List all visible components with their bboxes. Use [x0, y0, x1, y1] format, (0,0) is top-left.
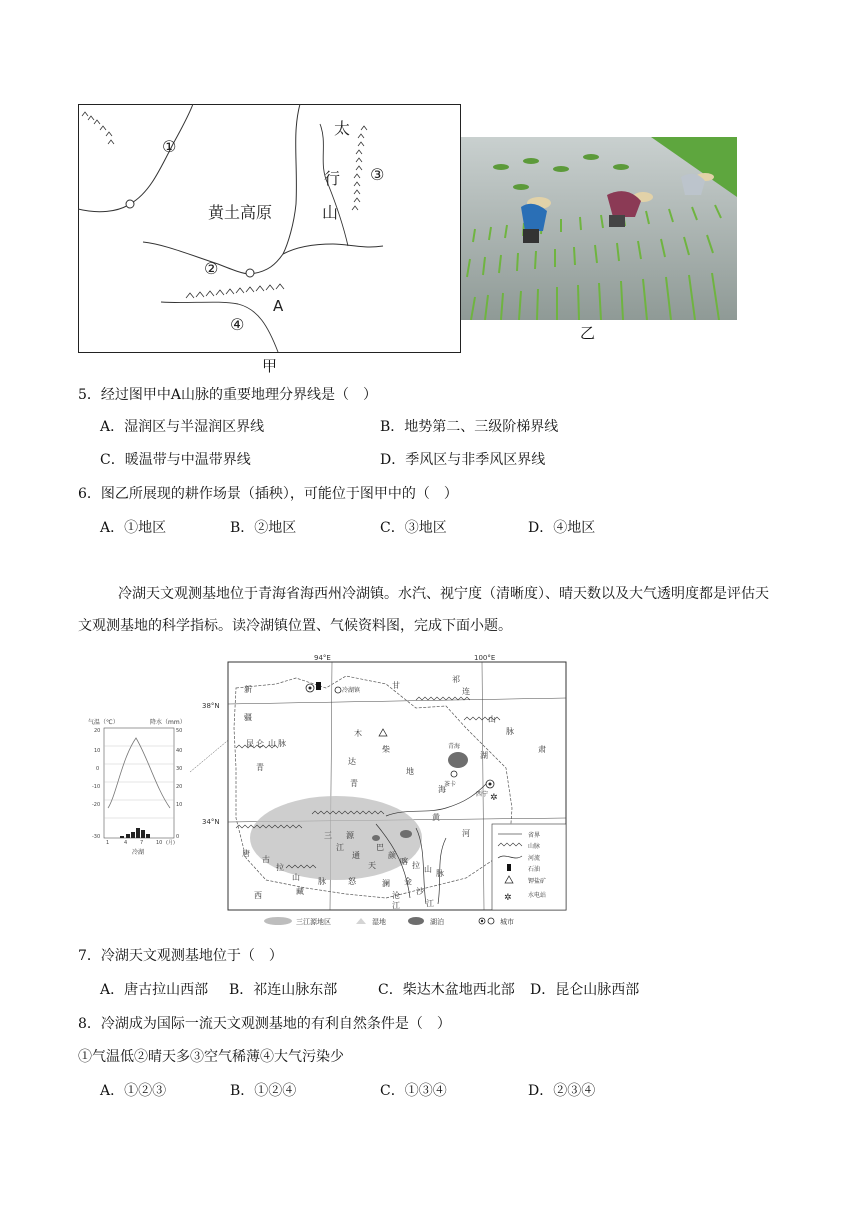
label-kun: 昆	[246, 739, 254, 748]
question-8-stem: 8．冷湖成为国际一流天文观测基地的有利自然条件是（ ）	[78, 1016, 451, 1032]
label-c3: ③	[370, 165, 385, 184]
question-6-stem: 6．图乙所展现的耕作场景（插秧），可能位于图甲中的（ ）	[78, 486, 458, 502]
climate-caption: 冷湖	[132, 849, 145, 856]
label-lian: 连	[462, 687, 470, 696]
label-hai: 海	[438, 785, 446, 794]
label-jiang: 疆	[244, 713, 252, 722]
label-la-bayan: 拉	[412, 861, 420, 870]
label-qinghai-lake: 青海	[448, 743, 461, 750]
lon-100: 100°E	[474, 654, 496, 662]
label-sha: 沙	[416, 887, 424, 896]
climate-right-tick-4: 10	[176, 802, 183, 808]
question-5-option-c[interactable]: C．暖温带与中温带界线	[100, 452, 251, 468]
label-shan-kunlun: 山	[268, 739, 276, 748]
climate-left-tick-5: -30	[92, 834, 101, 840]
question-8-option-d[interactable]: D．②③④	[528, 1083, 596, 1099]
question-8-option-c[interactable]: C．①③④	[380, 1083, 447, 1099]
label-jiang-lancang: 江	[392, 901, 400, 910]
lat-38: 38°N	[202, 702, 220, 710]
temperature-curve	[108, 738, 170, 808]
question-7-option-c[interactable]: C．柴达木盆地西北部	[378, 982, 515, 998]
label-chai: 柴	[382, 745, 390, 754]
label-shan-qilian: 山	[488, 715, 496, 724]
label-mai-tanggula: 脉	[318, 877, 326, 886]
label-yan: 颜	[388, 851, 396, 860]
label-mai-qilian: 脉	[506, 727, 514, 736]
label-qi: 祁	[452, 675, 460, 684]
label-yuan: 源	[346, 831, 354, 840]
label-tian: 天	[368, 861, 376, 870]
label-lenghu: 冷湖镇	[342, 687, 361, 694]
label-taihang-3: 山	[322, 203, 339, 222]
label-tong: 通	[352, 851, 360, 860]
climate-x-tick-1: 1	[106, 840, 110, 846]
figure-yi-photo	[461, 137, 737, 320]
climate-x-unit: (月)	[166, 840, 175, 846]
map-legend	[492, 824, 566, 910]
label-da: 达	[348, 757, 356, 766]
label-A: A	[273, 297, 284, 315]
figure-jia-map	[78, 104, 462, 354]
label-qing: 青	[256, 763, 264, 772]
label-la: 拉	[276, 863, 284, 872]
label-zang: 藏	[296, 887, 304, 896]
question-5-stem: 5．经过图甲中A山脉的重要地理分界线是（ ）	[78, 387, 378, 403]
legend-border: 省界	[528, 832, 541, 839]
svg-text:✲: ✲	[504, 893, 512, 903]
question-6-option-c[interactable]: C．③地区	[380, 520, 447, 536]
label-gan: 甘	[392, 681, 400, 690]
climate-left-tick-1: 10	[94, 748, 101, 754]
question-7-option-a[interactable]: A．唐古拉山西部	[100, 982, 209, 998]
legend-river: 河流	[528, 855, 541, 862]
climate-title-left: 气温（℃）	[88, 719, 119, 726]
legend-oil: 石油	[528, 866, 541, 873]
label-taihang-2: 行	[324, 169, 341, 188]
climate-title-right: 降水（mm）	[150, 719, 186, 726]
label-qing-2: 青	[350, 779, 358, 788]
question-7-option-b[interactable]: B．祁连山脉东部	[229, 982, 338, 998]
climate-right-tick-5: 0	[176, 834, 180, 840]
label-plateau: 黄土高原	[208, 203, 273, 222]
climate-left-tick-0: 20	[94, 728, 101, 734]
legend-hydro: 水电站	[528, 892, 547, 899]
precipitation-bars	[120, 828, 150, 838]
figure-jia-caption: 甲	[262, 357, 278, 375]
label-lun: 仑	[256, 739, 264, 748]
qinghai-lake	[448, 752, 468, 768]
lon-94: 94°E	[314, 654, 331, 662]
label-c2: ②	[204, 259, 219, 278]
bottom-legend-lake: 湖泊	[430, 918, 444, 926]
climate-left-tick-3: -10	[92, 784, 101, 790]
label-ka: 喀	[400, 857, 408, 866]
label-shan-bayan: 山	[424, 865, 432, 874]
label-hu: 湖	[480, 751, 488, 760]
question-8-option-b[interactable]: B．①②④	[230, 1083, 297, 1099]
label-c4: ④	[230, 315, 245, 334]
question-7-stem: 7．冷湖天文观测基地位于（ ）	[78, 948, 283, 964]
climate-x-tick-10: 10	[156, 840, 163, 846]
question-5-option-a[interactable]: A．湿润区与半湿润区界线	[100, 419, 265, 435]
label-xining: 西宁	[476, 791, 489, 798]
figure-yi-caption: 乙	[580, 324, 596, 342]
question-6-option-b[interactable]: B．②地区	[230, 520, 297, 536]
label-gu: 古	[262, 855, 270, 864]
question-6-option-d[interactable]: D．④地区	[528, 520, 596, 536]
label-shan-tanggula: 山	[292, 873, 300, 882]
lenghu-town	[335, 687, 341, 693]
question-7-option-d[interactable]: D．昆仑山脉西部	[530, 982, 640, 998]
climate-x-tick-7: 7	[140, 840, 144, 846]
label-lan: 澜	[382, 879, 390, 888]
legend-potash: 钾盐矿	[528, 878, 547, 885]
lat-34: 34°N	[202, 818, 220, 826]
label-mai-bayan: 脉	[436, 869, 444, 878]
label-cang: 沧	[392, 891, 400, 900]
lenghu-map-figure	[86, 648, 572, 928]
question-8-option-a[interactable]: A．①②③	[100, 1083, 167, 1099]
climate-right-tick-3: 20	[176, 784, 183, 790]
label-xi: 西	[254, 891, 262, 900]
chaka-town	[451, 771, 457, 777]
question-5-option-b[interactable]: B．地势第二、三级阶梯界线	[380, 419, 559, 435]
passage-text: 冷湖天文观测基地位于青海省海西州冷湖镇。水汽、视宁度（清晰度）、晴天数以及大气透明度都是评估天文观测基地的科学指标。读冷湖镇位置、气候资料图，完成下面小题。	[78, 586, 769, 634]
question-8-sub: ①气温低②晴天多③空气稀薄④大气污染少	[78, 1049, 344, 1065]
climate-chart	[88, 718, 238, 856]
label-xin: 新	[244, 685, 252, 694]
label-jiang-jinsha: 江	[426, 899, 434, 908]
oil-symbol	[316, 682, 321, 690]
hydropower-symbol: ✲	[490, 793, 498, 803]
label-mu: 木	[354, 729, 362, 738]
climate-right-tick-0: 50	[176, 728, 183, 734]
main-map	[202, 654, 566, 910]
bottom-legend-sanjiangyuan: 三江源地区	[296, 918, 331, 926]
label-jiang-sanjiang: 江	[336, 843, 344, 852]
legend-mountain: 山脉	[528, 843, 541, 850]
question-6-option-a[interactable]: A．①地区	[100, 520, 167, 536]
climate-x-tick-4: 4	[124, 840, 128, 846]
label-su: 肃	[538, 745, 546, 754]
climate-right-tick-1: 40	[176, 748, 183, 754]
label-nu: 怒	[348, 877, 356, 886]
label-ba: 巴	[376, 843, 384, 852]
label-san: 三	[324, 831, 332, 840]
label-he: 河	[462, 829, 470, 838]
label-taihang-1: 太	[334, 119, 351, 138]
climate-right-tick-2: 30	[176, 766, 183, 772]
bottom-legend	[264, 917, 514, 926]
climate-left-tick-2: 0	[96, 766, 100, 772]
climate-left-tick-4: -20	[92, 802, 101, 808]
label-c1: ①	[162, 137, 177, 156]
question-5-option-d[interactable]: D．季风区与非季风区界线	[380, 452, 546, 468]
label-jin: 金	[404, 877, 412, 886]
bottom-legend-wetland: 湿地	[372, 918, 386, 926]
label-tang: 唐	[242, 849, 250, 858]
bottom-legend-city: 城市	[500, 918, 514, 926]
label-mai-kunlun: 脉	[278, 739, 286, 748]
label-chaka: 茶卡	[444, 781, 457, 788]
label-di: 地	[406, 767, 414, 776]
label-huang: 黄	[432, 813, 440, 822]
